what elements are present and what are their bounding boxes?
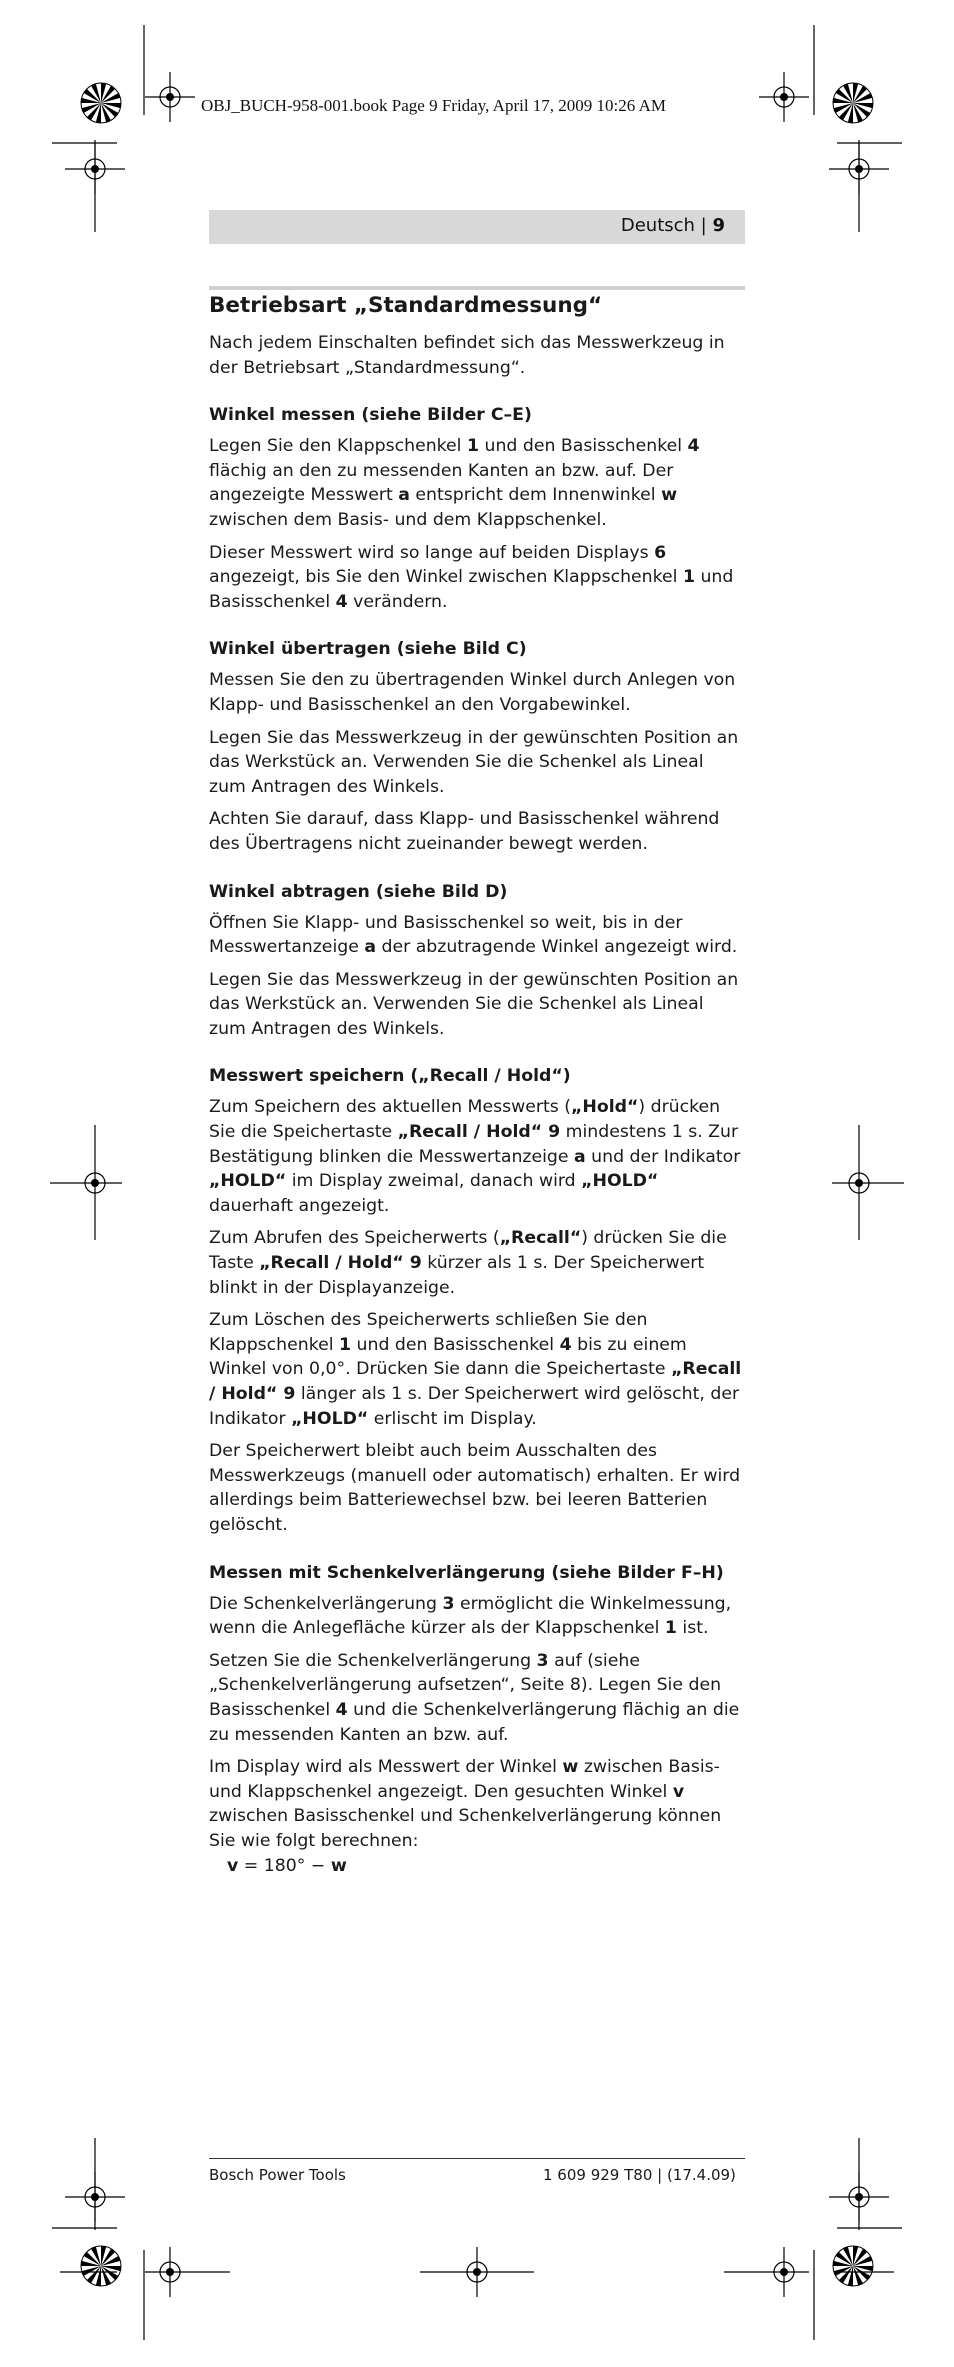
bold-ref: 4 — [687, 436, 700, 457]
bold-ref: v — [227, 1855, 239, 1876]
paragraph: Zum Abrufen des Speicherwerts („Recall“) drücken Sie die Taste „Recall / Hold“ 9 kürzer als 1 s. Der Speicherwert blinkt in der Displayanzeige. — [209, 1228, 727, 1298]
paragraph: Öffnen Sie Klapp- und Basisschenkel so weit, bis in der Messwertanzeige a der abzutragende Winkel angezeigt wird. — [209, 912, 738, 958]
footer-rule — [209, 2158, 745, 2159]
bold-ref: „Recall / Hold“ 9 — [209, 1359, 742, 1404]
bold-ref: „Recall“ — [499, 1228, 582, 1249]
bold-ref: v — [672, 1781, 685, 1802]
intro-paragraph: Nach jedem Einschalten befindet sich das Messwerkzeug in der Betriebsart „Standardmessung“. — [209, 333, 725, 378]
heading-angle-mark: Winkel abtragen (siehe Bild D) — [209, 881, 508, 902]
paragraph: Im Display wird als Messwert der Winkel w zwischen Basis- und Klappschenkel angezeigt. Den gesuchten Winkel v zwischen Basisschenkel und Schenkelverlängerung können Sie wie folgt berechnen: — [209, 1757, 722, 1851]
bold-ref: „Recall / Hold“ 9 — [259, 1253, 422, 1274]
header-language: Deutsch | — [620, 215, 713, 236]
paragraph: Legen Sie den Klappschenkel 1 und den Basisschenkel 4 flächig an den zu messenden Kanten an bzw. auf. Der angezeigte Messwert a entspricht dem Innenwinkel w zwischen dem Basis- und dem Klappschenkel. — [209, 436, 700, 530]
bold-ref: w — [330, 1855, 347, 1876]
star-target-bottom-left — [81, 2246, 121, 2286]
bold-ref: 4 — [559, 1334, 572, 1355]
heading-extension: Messen mit Schenkelverlängerung (siehe Bilder F–H) — [209, 1562, 724, 1583]
registration-mark-left-middle — [50, 1125, 122, 1240]
bold-ref: 1 — [664, 1618, 677, 1639]
registration-mark-bottom-right — [724, 2247, 809, 2297]
paragraph: Zum Speichern des aktuellen Messwerts („Hold“) drücken Sie die Speichertaste „Recall / Hold“ 9 mindestens 1 s. Zur Bestätigung blinken die Messwertanzeige a und der Indikator „HOLD“ im Display zweimal, danach wird „HOLD“ dauerhaft angezeigt. — [209, 1097, 741, 1216]
bold-ref: 4 — [335, 591, 348, 612]
paragraph: Legen Sie das Messwerkzeug in der gewünschten Position an das Werkstück an. Verwenden Sie die Schenkel als Lineal zum Antragen des Winkels. — [209, 727, 739, 797]
page-number: 9 — [712, 215, 725, 236]
paragraph: Dieser Messwert wird so lange auf beiden Displays 6 angezeigt, bis Sie den Winkel zwischen Klappschenkel 1 und Basisschenkel 4 verändern. — [209, 542, 734, 612]
bold-ref: 3 — [442, 1593, 455, 1614]
registration-mark-right-middle — [832, 1125, 904, 1240]
heading-angle-transfer: Winkel übertragen (siehe Bild C) — [209, 639, 527, 660]
bold-ref: „HOLD“ — [209, 1171, 287, 1192]
bold-ref: „Hold“ — [571, 1097, 639, 1118]
paragraph: Die Schenkelverlängerung 3 ermöglicht die Winkelmessung, wenn die Anlegefläche kürzer als der Klappschenkel 1 ist. — [209, 1593, 732, 1639]
bold-ref: 3 — [536, 1650, 549, 1671]
bold-ref: 1 — [682, 567, 695, 588]
star-target-top-left — [81, 83, 121, 123]
bold-ref: 4 — [335, 1699, 348, 1720]
heading-store-value: Messwert speichern („Recall / Hold“) — [209, 1066, 571, 1087]
header-text — [621, 215, 725, 236]
printer-slug: OBJ_BUCH-958-001.book Page 9 Friday, April 17, 2009 10:26 AM — [201, 96, 666, 115]
paragraph: Setzen Sie die Schenkelverlängerung 3 auf (siehe „Schenkelverlängerung aufsetzen“, Seite 8). Legen Sie den Basisschenkel 4 und die Schenkelverlängerung flächig an die zu messenden Kanten an bzw. auf. — [209, 1650, 740, 1745]
paragraph: Zum Löschen des Speicherwerts schließen Sie den Klappschenkel 1 und den Basisschenkel 4 bis zu einem Winkel von 0,0°. Drücken Sie dann die Speichertaste „Recall / Hold“ 9 länger als 1 s. Der Speicherwert wird gelöscht, der Indikator „HOLD“ erlischt im Display. — [209, 1310, 742, 1429]
bold-ref: a — [364, 937, 377, 958]
formula: v = 180° − w — [227, 1855, 347, 1876]
bold-ref: a — [574, 1146, 586, 1167]
bold-ref: „HOLD“ — [581, 1171, 659, 1192]
footer-docnumber: 1 609 929 T80 | (17.4.09) — [543, 2166, 736, 2184]
page-content — [209, 292, 745, 1878]
paragraph: Der Speicherwert bleibt auch beim Ausschalten des Messwerkzeugs (manuell oder automatisch) erhalten. Er wird allerdings beim Batteriewechsel bzw. bei leeren Batterien gelöscht. — [209, 1441, 741, 1535]
bold-ref: 6 — [654, 542, 667, 563]
title-rule — [209, 286, 745, 290]
footer-publisher: Bosch Power Tools — [209, 2166, 346, 2184]
paragraph: Achten Sie darauf, dass Klapp- und Basisschenkel während des Übertragens nicht zueinander bewegt werden. — [209, 809, 720, 854]
bold-ref: „HOLD“ — [291, 1408, 369, 1429]
registration-mark-bottom-left — [145, 2247, 230, 2297]
star-target-bottom-right — [833, 2246, 873, 2286]
bold-ref: a — [398, 485, 410, 506]
main-title: Betriebsart „Standardmessung“ — [209, 293, 603, 318]
running-header — [209, 210, 745, 244]
bold-ref: 1 — [339, 1334, 352, 1355]
bold-ref: w — [562, 1757, 579, 1778]
paragraph: Messen Sie den zu übertragenden Winkel durch Anlegen von Klapp- und Basisschenkel an den Vorgabewinkel. — [209, 670, 736, 715]
paragraph: Legen Sie das Messwerkzeug in der gewünschten Position an das Werkstück an. Verwenden Sie die Schenkel als Lineal zum Antragen des Winkels. — [209, 969, 739, 1039]
heading-angle-measure: Winkel messen (siehe Bilder C–E) — [209, 405, 532, 426]
bold-ref: „Recall / Hold“ 9 — [397, 1122, 561, 1143]
bold-ref: w — [661, 485, 678, 506]
star-target-top-right — [833, 83, 873, 123]
bold-ref: 1 — [466, 436, 480, 457]
